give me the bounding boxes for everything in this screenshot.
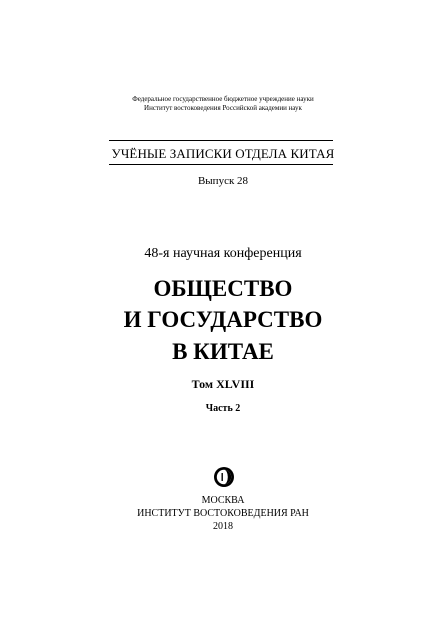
bottom-rule [109, 164, 333, 165]
publisher-city: МОСКВА [201, 495, 245, 506]
publisher-name: ИНСТИТУТ ВОСТОКОВЕДЕНИЯ РАН [137, 508, 309, 519]
top-rule [109, 140, 333, 141]
institution-line-2: Институт востоковедения Российской академии наук [144, 104, 302, 112]
series-title: УЧЁНЫЕ ЗАПИСКИ ОТДЕЛА КИТАЯ [111, 146, 335, 161]
publication-year: 2018 [213, 521, 233, 532]
institution-line-1: Федеральное государственное бюджетное учреждение науки [132, 95, 314, 103]
volume-number: Том XLVIII [191, 377, 255, 391]
conference-title: 48-я научная конференция [144, 246, 302, 261]
main-title-line-3: В КИТАЕ [172, 339, 274, 364]
main-title-line-2: И ГОСУДАРСТВО [123, 307, 323, 332]
part-number: Часть 2 [205, 403, 241, 414]
main-title-line-1: ОБЩЕСТВО [153, 276, 293, 301]
issue-number: Выпуск 28 [197, 175, 249, 187]
institute-emblem-icon [213, 466, 235, 488]
